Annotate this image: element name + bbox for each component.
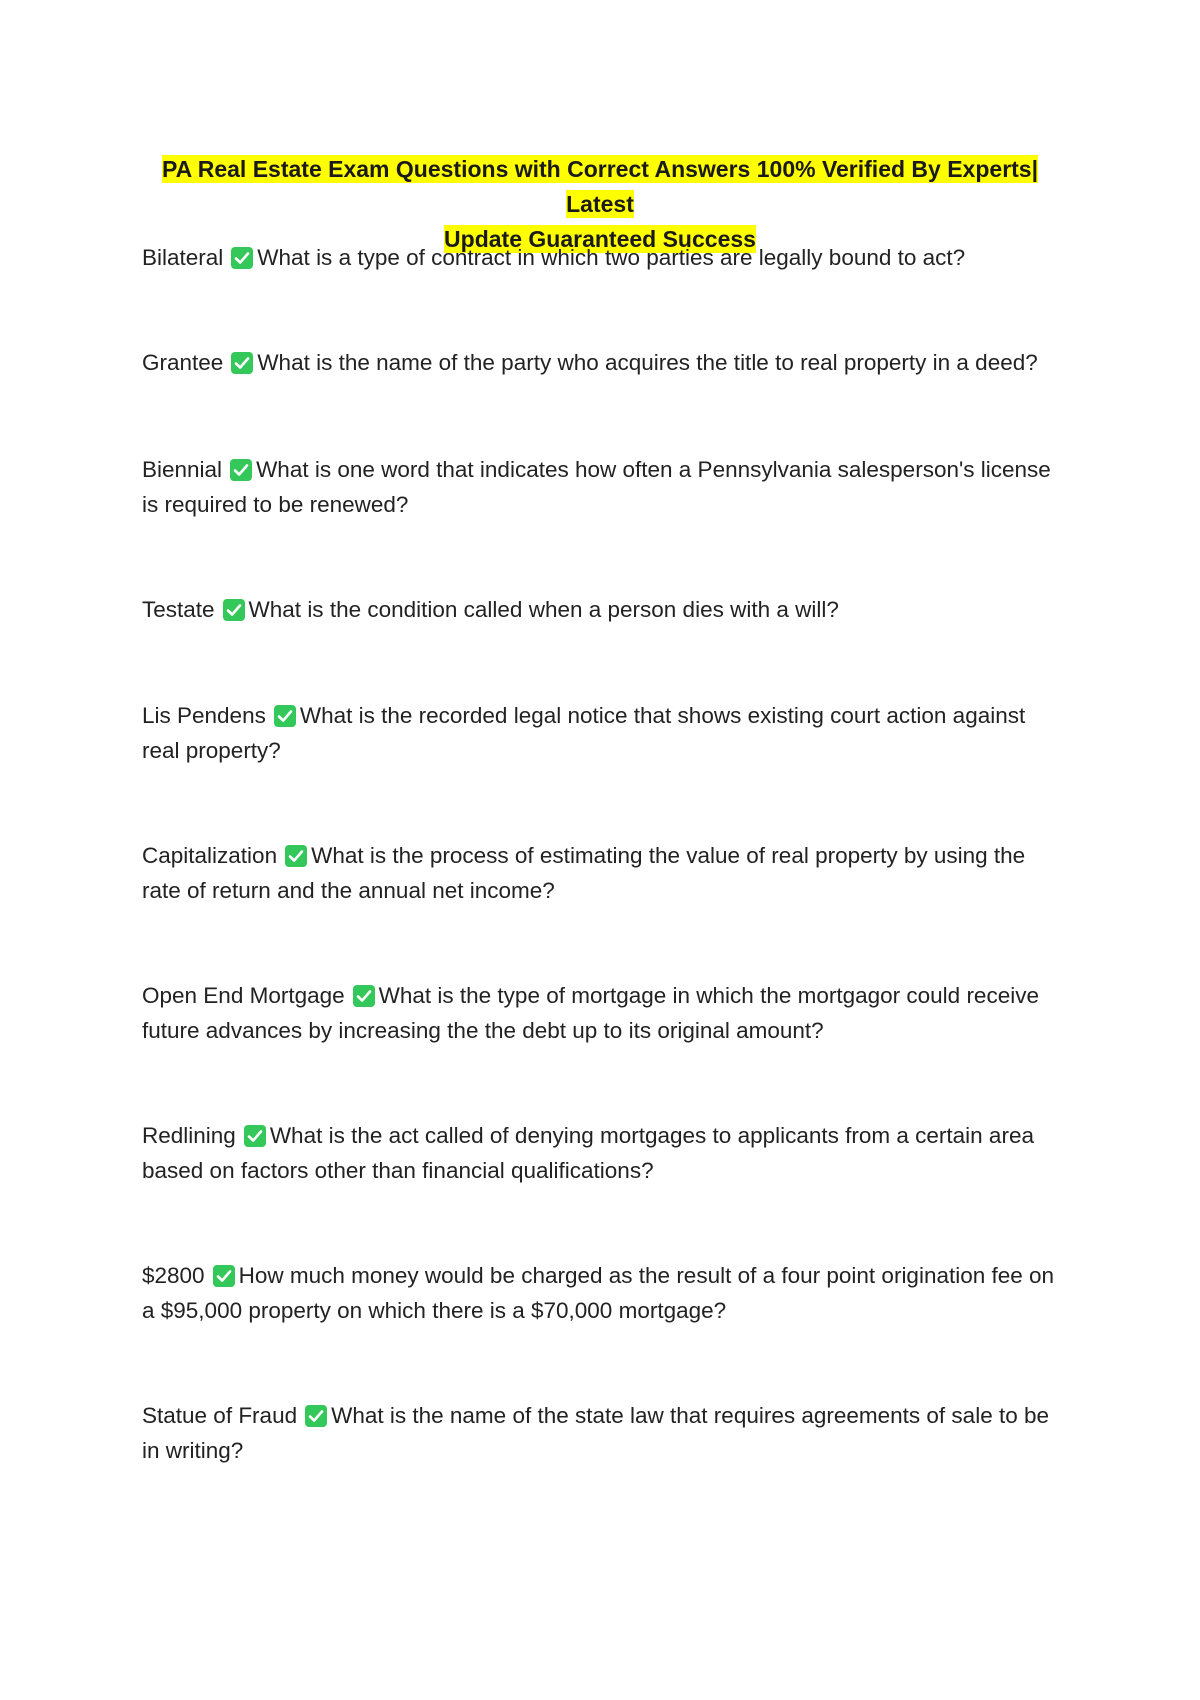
qa-question: What is the recorded legal notice that shows existing court action against real property? bbox=[142, 703, 1026, 763]
qa-item-redlining bbox=[142, 1118, 1062, 1188]
qa-item-origination-fee bbox=[142, 1258, 1062, 1328]
qa-answer: $2800 bbox=[142, 1263, 205, 1288]
qa-answer: Testate bbox=[142, 597, 215, 622]
check-mark-icon bbox=[230, 459, 252, 481]
title-line-1: PA Real Estate Exam Questions with Correct Answers 100% Verified By Experts| Latest bbox=[161, 156, 1039, 217]
qa-item-capitalization bbox=[142, 838, 1062, 908]
qa-item-grantee bbox=[142, 345, 1062, 380]
qa-item-lis-pendens bbox=[142, 698, 1062, 768]
qa-answer: Capitalization bbox=[142, 843, 278, 868]
qa-question: What is the type of mortgage in which the mortgagor could receive future advances by increasing the the debt up to its original amount? bbox=[142, 983, 1039, 1043]
qa-item-open-end-mortgage bbox=[142, 978, 1062, 1048]
qa-question: What is the name of the state law that requires agreements of sale to be in writing? bbox=[142, 1403, 1049, 1463]
qa-item-statue-of-fraud bbox=[142, 1398, 1062, 1468]
qa-question: What is the process of estimating the value of real property by using the rate of return and the annual net income? bbox=[142, 843, 1026, 903]
check-mark-icon bbox=[231, 247, 253, 269]
check-mark-icon bbox=[223, 599, 245, 621]
qa-answer: Bilateral bbox=[142, 245, 224, 270]
qa-answer: Redlining bbox=[142, 1123, 236, 1148]
qa-item-bilateral bbox=[142, 240, 1062, 275]
qa-question: What is the name of the party who acquires the title to real property in a deed? bbox=[257, 350, 1038, 375]
qa-answer: Grantee bbox=[142, 350, 224, 375]
qa-answer: Open End Mortgage bbox=[142, 983, 345, 1008]
qa-item-testate bbox=[142, 592, 1062, 627]
check-mark-icon bbox=[213, 1265, 235, 1287]
check-mark-icon bbox=[305, 1405, 327, 1427]
qa-question: What is a type of contract in which two parties are legally bound to act? bbox=[257, 245, 966, 270]
check-mark-icon bbox=[285, 845, 307, 867]
check-mark-icon bbox=[244, 1125, 266, 1147]
check-mark-icon bbox=[274, 705, 296, 727]
qa-answer: Biennial bbox=[142, 457, 223, 482]
qa-answer: Statue of Fraud bbox=[142, 1403, 298, 1428]
qa-question: How much money would be charged as the result of a four point origination fee on a $95,000 property on which there is a $70,000 mortgage? bbox=[142, 1263, 1055, 1323]
qa-question: What is the condition called when a person dies with a will? bbox=[248, 597, 839, 622]
qa-question: What is the act called of denying mortgages to applicants from a certain area based on factors other than financial qualifications? bbox=[142, 1123, 1034, 1183]
check-mark-icon bbox=[231, 352, 253, 374]
qa-item-biennial bbox=[142, 452, 1062, 522]
title-line-2: Update Guaranteed Success bbox=[444, 226, 756, 252]
qa-question: What is one word that indicates how often a Pennsylvania salesperson's license is required to be renewed? bbox=[142, 457, 1051, 517]
check-mark-icon bbox=[353, 985, 375, 1007]
qa-answer: Lis Pendens bbox=[142, 703, 266, 728]
